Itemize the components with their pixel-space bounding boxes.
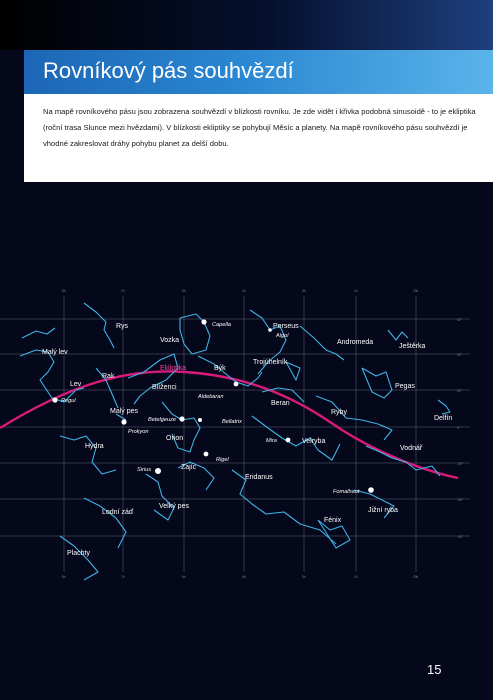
- constellation-label: Fénix: [324, 517, 342, 524]
- star-label: Capella: [212, 322, 231, 328]
- star-label: Betelgeuze: [148, 417, 176, 423]
- tick-label: 8h: [62, 575, 66, 579]
- constellation-label: Malý lev: [42, 349, 68, 356]
- star-prokyon: [121, 419, 126, 424]
- constellation-lev: [20, 350, 84, 402]
- star-bellatrix: [198, 418, 202, 422]
- constellation-label: Býk: [214, 365, 226, 372]
- tick-label: 30°: [457, 353, 462, 357]
- star-label: Algol: [276, 333, 289, 339]
- star-label: Aldebaran: [198, 394, 224, 400]
- star-rigel: [204, 452, 209, 457]
- tick-label: 23h: [413, 575, 419, 579]
- constellation-label: Ryby: [331, 409, 347, 416]
- tick-label: 4h: [242, 575, 246, 579]
- constellation-label: Velryba: [302, 438, 326, 445]
- constellation-blizenci: [128, 354, 178, 404]
- star-labels: [61, 322, 360, 495]
- tick-label: 7h: [121, 575, 125, 579]
- star-label: Rigel: [216, 457, 229, 463]
- constellation-label: Plachty: [67, 550, 90, 557]
- constellation-label: Lev: [70, 381, 82, 388]
- intro-text: Na mapě rovníkového pásu jsou zobrazena souhvězdí v blízkosti rovníku. Je zde vidět i křivka podobná sinusoidě - to je ekliptika (roční trasa Slunce mezi hvězdami). V blízkosti ekliptiky se pohybují Měsíc a planety. Na mapě rovníkového pásu souhvězdí je vhodné zakreslovat dráhy pohybu planet za delší dobu.: [43, 107, 476, 148]
- constellation-label: Pegas: [395, 383, 415, 390]
- constellation-label: Ještěrka: [399, 343, 426, 350]
- constellation-label: Jižní ryba: [368, 507, 398, 514]
- star-sirius: [155, 468, 161, 474]
- constellation-label: Velký pes: [159, 503, 189, 510]
- constellation-rys: [84, 303, 114, 348]
- constellation-jesterka: [388, 330, 408, 340]
- constellation-eridanus: [232, 470, 336, 544]
- constellation-pegas: [362, 368, 392, 398]
- tick-label: 3h: [302, 289, 306, 293]
- constellation-lines: [20, 303, 453, 580]
- constellation-label: Vozka: [160, 337, 180, 344]
- page-title: Rovníkový pás souhvězdí: [43, 58, 294, 83]
- constellation-label: Rys: [116, 323, 129, 330]
- star-regul: [52, 397, 57, 402]
- constellation-label: Rak: [102, 373, 115, 380]
- constellation-fenix: [318, 520, 350, 548]
- constellation-plachty: [60, 536, 98, 580]
- constellation-labels: [42, 323, 452, 557]
- equatorial-star-map: [0, 285, 493, 585]
- star-label: Regul: [61, 398, 76, 404]
- tick-label: -30°: [457, 498, 463, 502]
- constellation-label: Vodnář: [400, 445, 423, 452]
- tick-label: 1h: [354, 289, 358, 293]
- tick-label: -20°: [457, 462, 463, 466]
- constellation-label: Andromeda: [337, 339, 374, 346]
- star-betelgeuze: [179, 416, 184, 421]
- coordinate-grid: [0, 296, 470, 572]
- tick-label: 3h: [302, 575, 306, 579]
- star-mira: [286, 438, 291, 443]
- tick-label: 7h: [121, 289, 125, 293]
- star-label: Fomalhaut: [333, 489, 360, 495]
- star-label: Sirius: [137, 467, 151, 473]
- constellation-label: Orion: [166, 435, 184, 442]
- constellation-label: Perseus: [273, 323, 299, 330]
- top-band: [0, 0, 493, 50]
- constellation-delfin: [438, 400, 450, 414]
- constellation-label: Zajíc: [181, 464, 197, 471]
- star-algol: [268, 328, 272, 332]
- constellation-maly-lev: [22, 328, 55, 338]
- tick-label: 0°: [457, 426, 461, 430]
- constellation-lodni-zad: [84, 498, 126, 548]
- constellation-label: Blíženci: [152, 384, 177, 391]
- star-label: Mira: [266, 438, 277, 444]
- tick-label: 6h: [182, 289, 186, 293]
- page-number: 15: [427, 662, 442, 677]
- constellation-label: Eridanus: [245, 474, 273, 481]
- constellation-label: Beran: [271, 400, 290, 407]
- star-label: Prokyon: [128, 429, 149, 435]
- bright-stars: [52, 319, 373, 492]
- star-aldebaran: [234, 382, 239, 387]
- tick-label: 4h: [242, 289, 246, 293]
- constellation-ryby: [316, 396, 392, 440]
- tick-label: 8h: [62, 289, 66, 293]
- tick-label: 23h: [413, 289, 419, 293]
- tick-label: 20°: [457, 389, 462, 393]
- tick-label: 40°: [457, 318, 462, 322]
- ecliptic-label: Ekliptika: [160, 365, 187, 372]
- star-label: Bellatrix: [222, 419, 242, 425]
- constellation-label: Hydra: [85, 443, 104, 450]
- star-fomalhaut: [368, 487, 374, 493]
- constellation-label: Lodní záď: [102, 509, 134, 516]
- constellation-label: Trojúhelník: [253, 359, 288, 366]
- constellation-label: Malý pes: [110, 408, 139, 415]
- star-capella: [201, 319, 206, 324]
- constellation-label: Delfín: [434, 415, 453, 422]
- grid-tick-labels: [62, 289, 464, 579]
- constellation-hydra: [60, 436, 116, 474]
- tick-label: 6h: [182, 575, 186, 579]
- constellation-velky-pes: [146, 474, 174, 520]
- constellation-trojuhelnik: [286, 362, 300, 380]
- tick-label: -40°: [457, 535, 463, 539]
- tick-label: 1h: [354, 575, 358, 579]
